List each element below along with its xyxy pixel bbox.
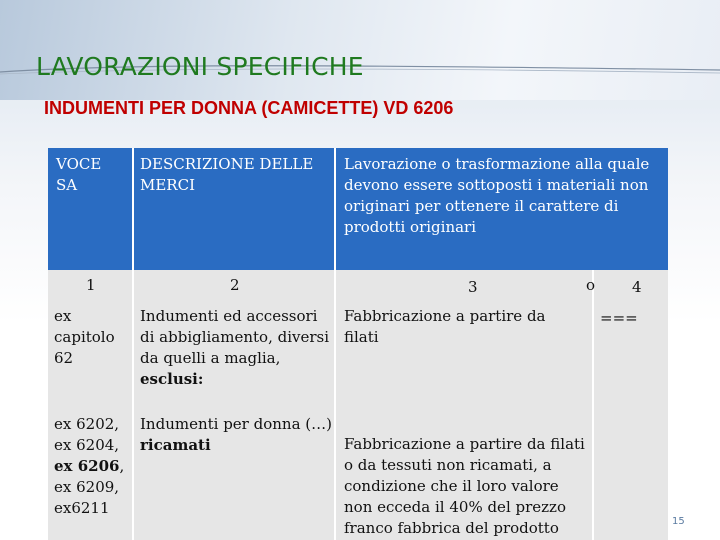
table-row-2-lavorazione: Fabbricazione a partire da filati o da tessuti non ricamati, a condizione che il loro valore non ecceda il 40% del prezzo franco fabbrica del prodotto: [344, 435, 585, 537]
column-number-o: o: [586, 276, 596, 294]
column-number-3: 3: [468, 278, 478, 296]
column-number-1: 1: [86, 276, 96, 294]
column-divider: [592, 270, 594, 540]
table-row-1-col4: ===: [600, 309, 638, 327]
header-descrizione: DESCRIZIONE DELLE MERCI: [140, 155, 314, 194]
table-row-1-lavorazione: Fabbricazione a partire da filati: [344, 307, 546, 346]
slide-title: LAVORAZIONI SPECIFICHE: [36, 52, 364, 81]
column-number-4: 4: [632, 278, 642, 296]
rules-table: [48, 148, 668, 540]
header-background: [0, 0, 720, 100]
column-divider: [132, 148, 134, 540]
slide-subtitle: INDUMENTI PER DONNA (CAMICETTE) VD 6206: [44, 98, 454, 118]
table-row-2-descrizione: Indumenti per donna (…) ricamati: [140, 415, 332, 454]
slide-number: 15: [672, 516, 685, 527]
column-number-2: 2: [230, 276, 240, 294]
table-row-1-voce: ex capitolo 62: [54, 307, 115, 367]
table-row-2-voce: ex 6202, ex 6204, ex 6206, ex 6209, ex6211: [54, 415, 125, 517]
table-row-1-descrizione: Indumenti ed accessori di abbigliamento, diversi da quelli a maglia, esclusi:: [140, 307, 330, 388]
header-voce-sa: VOCE SA: [56, 155, 102, 194]
table-header: [48, 148, 668, 270]
header-lavorazione: Lavorazione o trasformazione alla quale devono essere sottoposti i materiali non originari per ottenere il carattere di prodotti originari: [344, 155, 650, 236]
